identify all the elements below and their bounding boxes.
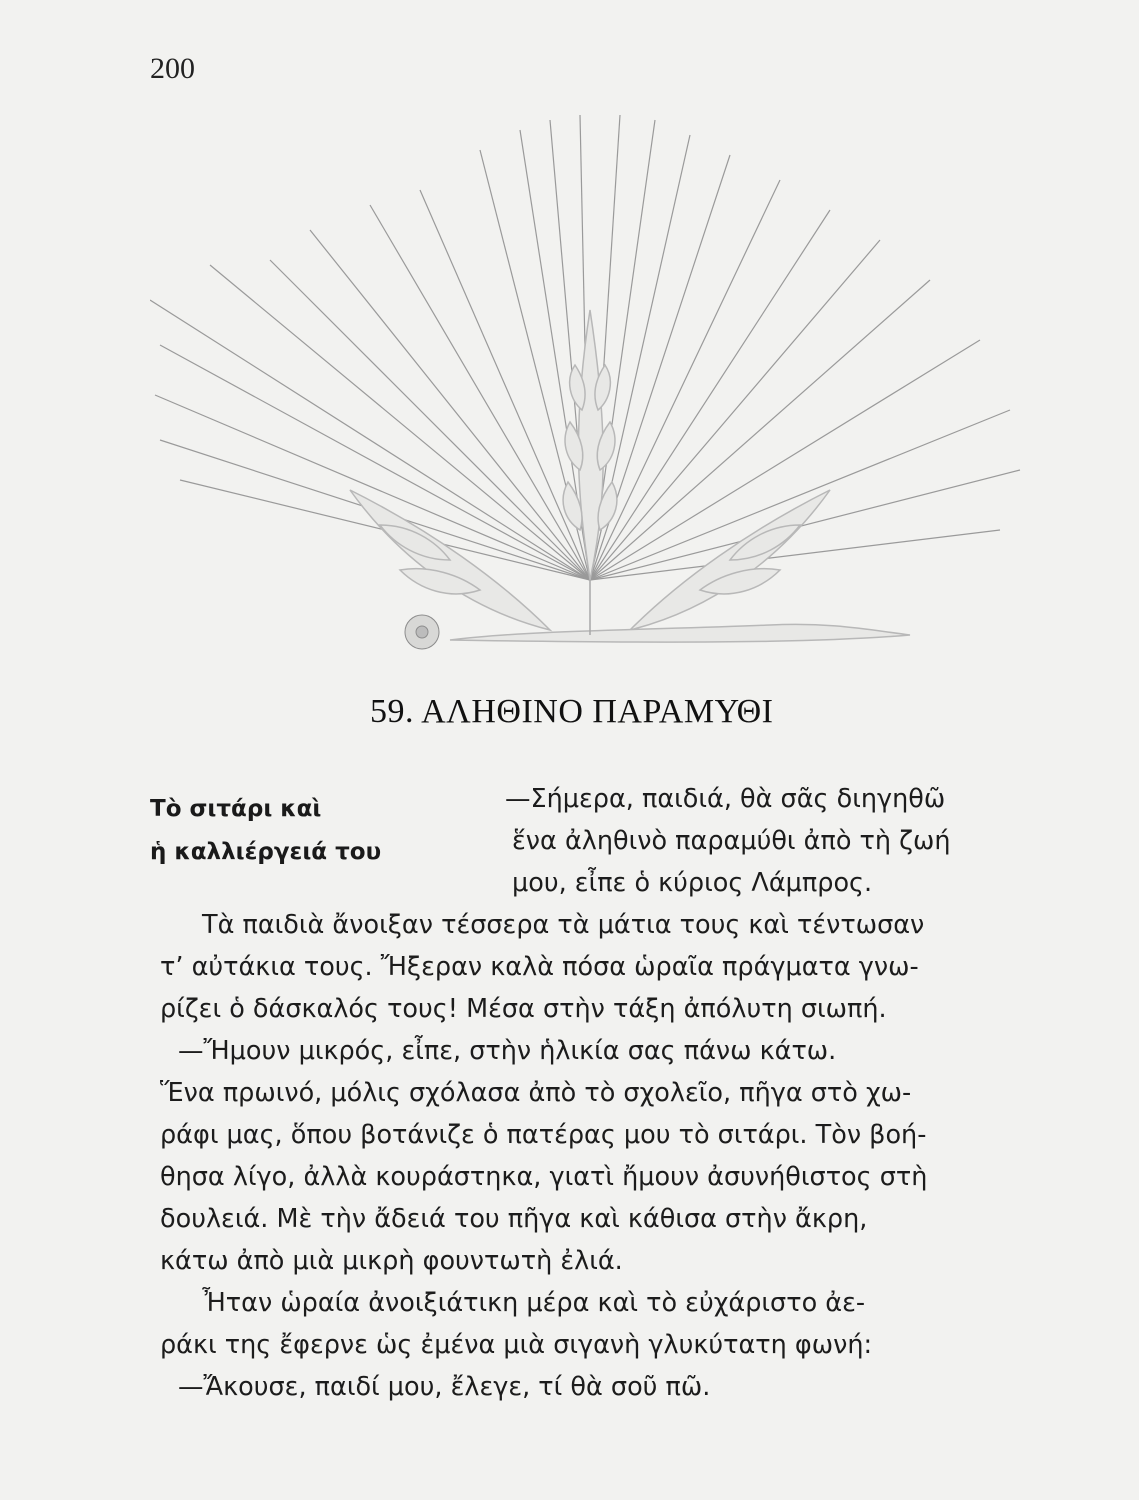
body-line: ράκι της ἔφερνε ὡς ἐμένα μιὰ σιγανὴ γλυκύτατη φωνή: bbox=[160, 1330, 873, 1360]
body-line: —Ἤμουν μικρός, εἶπε, στὴν ἡλικία σας πάνω κάτω. bbox=[178, 1036, 837, 1066]
body-line: ρίζει ὁ δάσκαλός τους! Μέσα στὴν τάξη ἀπόλυτη σιωπή. bbox=[160, 994, 887, 1024]
body-line: θησα λίγο, ἀλλὰ κουράστηκα, γιατὶ ἤμουν ἀσυνήθιστος στὴ bbox=[160, 1162, 928, 1192]
body-line: τ’ αὐτάκια τους. Ἤξεραν καλὰ πόσα ὡραῖα πράγματα γνω- bbox=[160, 952, 919, 982]
body-line: Ἦταν ὡραία ἀνοιξιάτικη μέρα καὶ τὸ εὐχάριστο ἀε- bbox=[202, 1288, 866, 1318]
body-line: ράφι μας, ὅπου βοτάνιζε ὁ πατέρας μου τὸ σιτάρι. Τὸν βοή- bbox=[160, 1120, 927, 1150]
body-line: Ἕνα πρωινό, μόλις σχόλασα ἀπὸ τὸ σχολεῖο, πῆγα στὸ χω- bbox=[160, 1078, 912, 1108]
flower-icon bbox=[405, 615, 439, 649]
intro-line: —Σήμερα, παιδιά, θὰ σᾶς διηγηθῶ bbox=[505, 784, 946, 814]
chapter-title: 59. ΑΛΗΘΙΝΟ ΠΑΡΑΜΥΘΙ bbox=[370, 693, 774, 730]
body-line: δουλειά. Μὲ τὴν ἄδειά του πῆγα καὶ κάθισα στὴν ἄκρη, bbox=[160, 1204, 868, 1234]
body-line: Τὰ παιδιὰ ἄνοιξαν τέσσερα τὰ μάτια τους καὶ τέντωσαν bbox=[202, 910, 925, 940]
intro-line: μου, εἶπε ὁ κύριος Λάμπρος. bbox=[512, 868, 873, 898]
body-line: —Ἄκουσε, παιδί μου, ἔλεγε, τί θὰ σοῦ πῶ. bbox=[178, 1372, 711, 1402]
intro-line: ἕνα ἀληθινὸ παραμύθι ἀπὸ τὴ ζωή bbox=[512, 826, 951, 856]
wheat-illustration bbox=[150, 110, 1030, 680]
side-note bbox=[150, 788, 381, 874]
page-number: 200 bbox=[150, 52, 195, 85]
body-line: κάτω ἀπὸ μιὰ μικρὴ φουντωτὴ ἐλιά. bbox=[160, 1246, 623, 1276]
side-note-line: Τὸ σιτάρι καὶ bbox=[150, 796, 322, 822]
side-note-line: ἡ καλλιέργειά του bbox=[150, 839, 382, 865]
